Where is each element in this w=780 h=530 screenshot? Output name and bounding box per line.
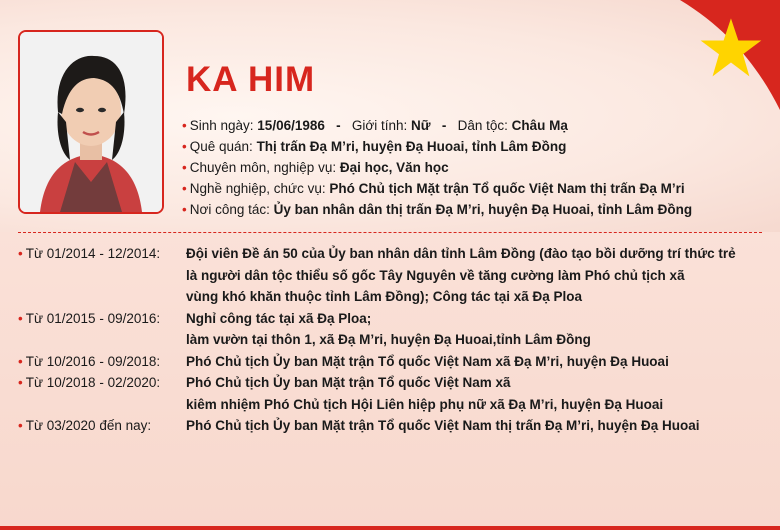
bullet-icon: • [18, 310, 23, 326]
timeline-period: Từ 10/2018 - 02/2020: [25, 375, 161, 390]
section-divider [18, 232, 762, 233]
bottom-accent-line [0, 526, 780, 530]
timeline-item [18, 308, 778, 351]
timeline-description: Phó Chủ tịch Ủy ban Mặt trận Tổ quốc Việt Nam xã Đạ M’ri, huyện Đạ Huoai [186, 353, 669, 369]
timeline-period: Từ 03/2020 đến nay: [25, 418, 152, 433]
info-row-education: • Chuyên môn, nghiệp vụ: Đại học, Văn học [182, 160, 449, 175]
timeline-item [18, 351, 778, 373]
timeline-item [18, 243, 778, 308]
bullet-icon: • [182, 181, 187, 196]
info-row-workplace: • Nơi công tác: Ủy ban nhân dân thị trấn Đạ M’ri, huyện Đạ Huoai, tỉnh Lâm Đồng [182, 202, 693, 217]
bullet-icon: • [18, 418, 23, 433]
info-row-birth: • Sinh ngày: 15/06/1986 - Giới tính: Nữ - Dân tộc: Châu Mạ [182, 118, 568, 133]
bullet-icon: • [18, 246, 23, 261]
timeline-period: Từ 01/2014 - 12/2014: [25, 246, 161, 261]
bullet-icon: • [18, 375, 23, 390]
timeline-description: Đội viên Đề án 50 của Ủy ban nhân dân tỉnh Lâm Đồng (đào tạo bồi dưỡng trí thức trẻ là người dân tộc thiểu số gốc Tây Nguyên về tăng cường làm Phó chủ tịch xã vùng khó khăn thuộc tỉnh Lâm Đồng); Công tác tại xã Đạ Ploa [186, 246, 736, 304]
info-row-position: • Nghề nghiệp, chức vụ: Phó Chủ tịch Mặt trận Tổ quốc Việt Nam thị trấn Đạ M’ri [182, 181, 685, 196]
timeline-description: Phó Chủ tịch Ủy ban Mặt trận Tổ quốc Việt Nam xã kiêm nhiệm Phó Chủ tịch Hội Liên hiệp phụ nữ xã Đạ M’ri, huyện Đạ Huoai [186, 375, 664, 412]
timeline-period: Từ 10/2016 - 09/2018: [25, 353, 161, 369]
timeline-item [18, 415, 778, 437]
timeline-description: Phó Chủ tịch Ủy ban Mặt trận Tổ quốc Việt Nam thị trấn Đạ M’ri, huyện Đạ Huoai [186, 418, 700, 433]
timeline-description: Nghỉ công tác tại xã Đạ Ploa; làm vườn tại thôn 1, xã Đạ M’ri, huyện Đạ Huoai,tỉnh Lâm Đồng [186, 310, 591, 347]
career-timeline [18, 243, 778, 437]
profile-info [182, 115, 692, 220]
bullet-icon: • [18, 353, 23, 369]
timeline-item [18, 372, 778, 415]
info-row-hometown: • Quê quán: Thị trấn Đạ M’ri, huyện Đạ Huoai, tỉnh Lâm Đồng [182, 139, 567, 154]
person-name: KA HIM [186, 60, 316, 99]
bullet-icon: • [182, 118, 187, 133]
timeline-period: Từ 01/2015 - 09/2016: [25, 310, 161, 326]
bullet-icon: • [182, 160, 187, 175]
bullet-icon: • [182, 139, 187, 154]
bullet-icon: • [182, 202, 187, 217]
portrait-photo [18, 30, 164, 214]
